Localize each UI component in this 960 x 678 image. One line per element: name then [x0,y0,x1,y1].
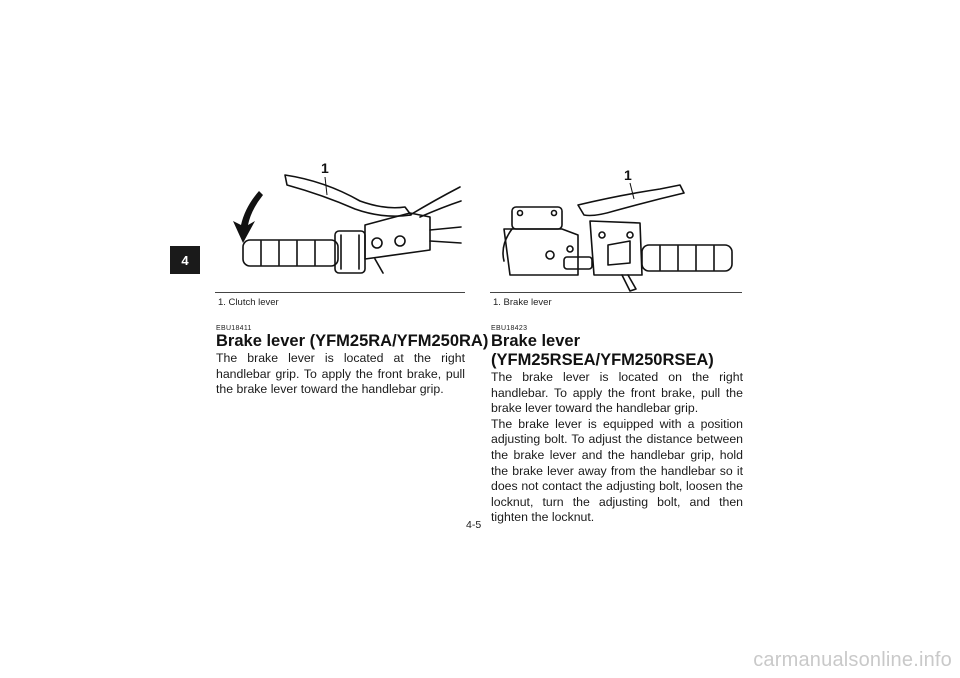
caption-divider [215,292,465,293]
brake-lever-illustration [490,165,740,295]
page-number: 4-5 [466,519,482,531]
brake-lever-callout: 1 [624,167,632,183]
clutch-lever-illustration [215,155,465,285]
clutch-lever-callout: 1 [321,160,329,176]
chapter-tab: 4 [170,246,200,274]
watermark: carmanualsonline.info [753,649,952,671]
section-heading-line-2: (YFM25RSEA/YFM250RSEA) [491,351,714,369]
section-heading [491,332,743,370]
section-heading-line-1: Brake lever [491,332,580,350]
section-body: The brake lever is located at the right handlebar grip. To apply the front brake, pull the brake lever toward the handlebar grip. [216,351,465,397]
figure-caption: 1. Brake lever [493,297,552,308]
section-code: EBU18411 [216,325,252,332]
section-heading: Brake lever (YFM25RA/YFM250RA) [216,332,489,350]
caption-divider [490,292,742,293]
figure-caption: 1. Clutch lever [218,297,279,308]
section-code: EBU18423 [491,325,528,332]
section-body: The brake lever is located on the right handlebar. To apply the front brake, pull the brake lever toward the handlebar grip. The brake lever is equipped with a position adjusting bolt. To adjust the distance between the brake lever and the handlebar grip, hold the brake lever away from the handlebar so it does not contact the adjusting bolt, loosen the locknut, turn the adjusting bolt, and then tighten the locknut. [491,370,743,525]
